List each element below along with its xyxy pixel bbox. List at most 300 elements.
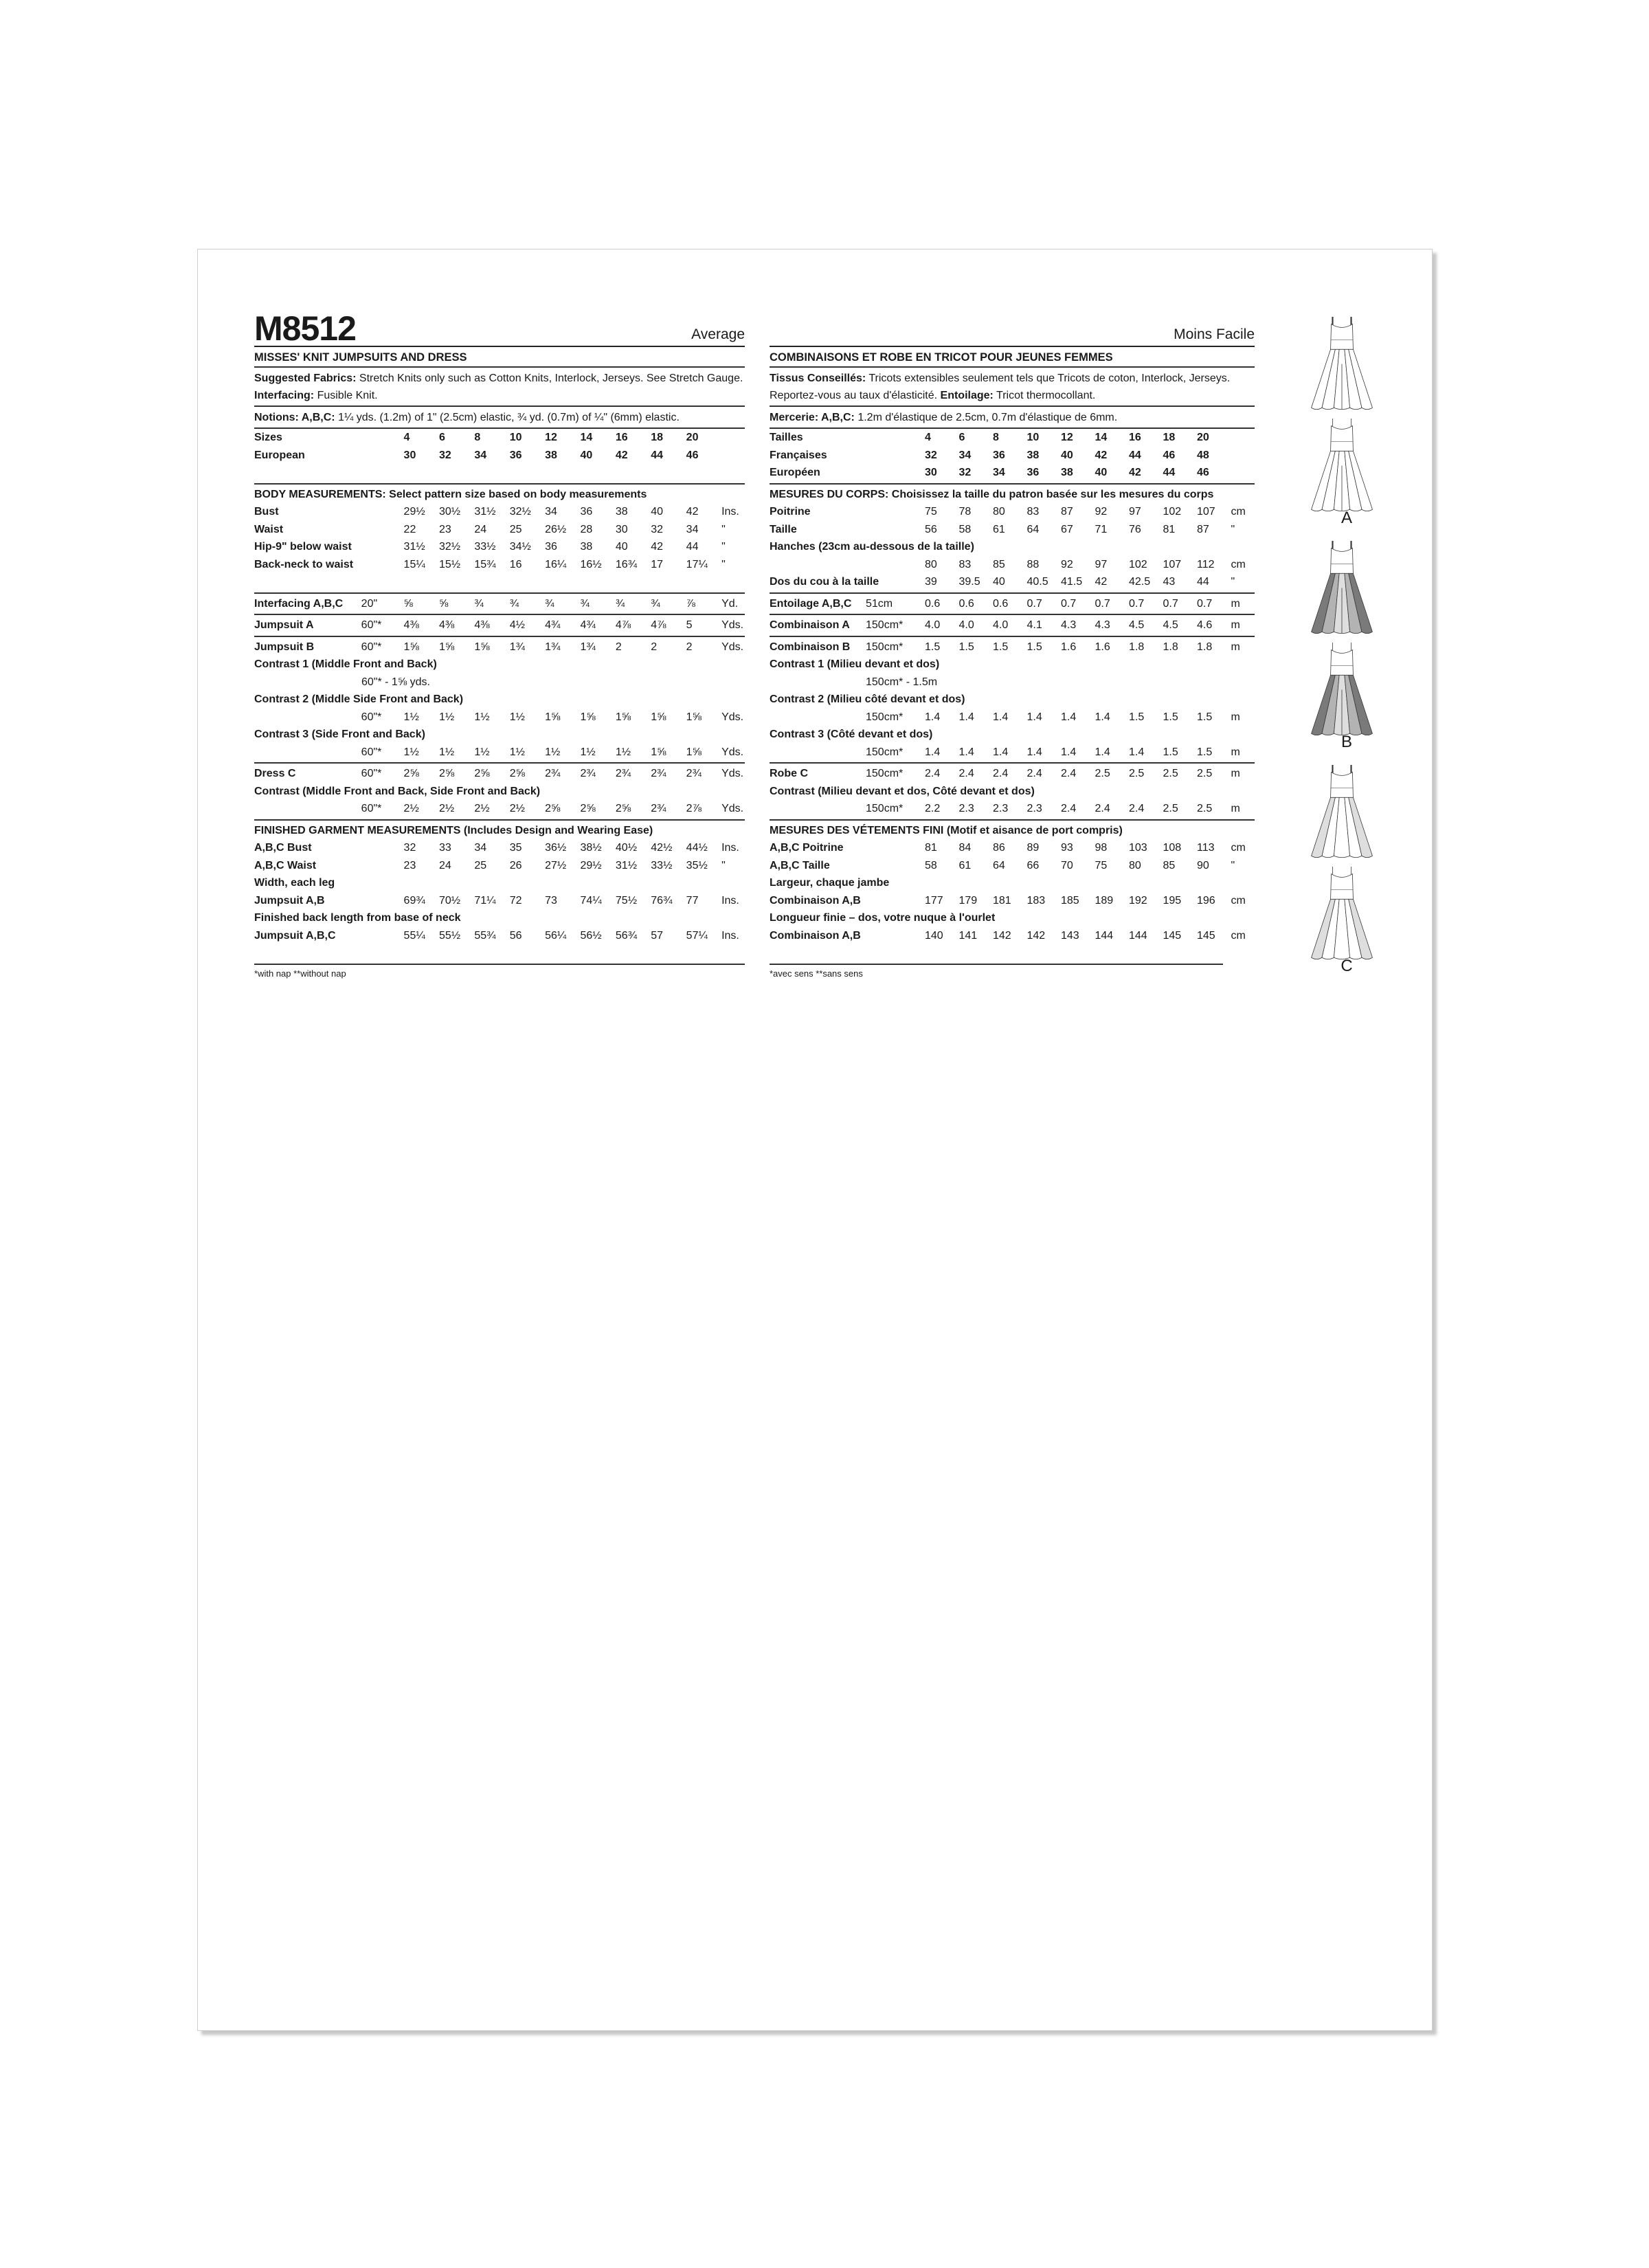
- size-value: 8: [993, 432, 999, 443]
- fabric-width: [361, 538, 404, 556]
- size-value: 46: [686, 449, 699, 461]
- unit: Yds.: [721, 803, 744, 814]
- size-value: 30½: [438, 506, 461, 518]
- row-label: A,B,C Taille: [770, 859, 830, 871]
- fabric-width: [866, 521, 925, 539]
- size-value: 2.4: [1061, 803, 1077, 814]
- size-value: 2: [615, 641, 622, 653]
- row-label: Tailles: [770, 432, 803, 443]
- size-value: 142: [993, 929, 1011, 942]
- size-value: 93: [1061, 842, 1073, 854]
- row-label: [254, 744, 361, 761]
- size-value: 1½: [474, 711, 490, 723]
- divider-rule: [770, 614, 1255, 615]
- heading-label: MESURES DES VÉTEMENTS FINI (Motif et aisance de port compris): [770, 824, 1123, 836]
- view-label: B: [1340, 733, 1352, 751]
- difficulty-level: Average: [691, 326, 745, 342]
- size-value: 27½: [545, 859, 567, 871]
- size-value: 90: [1197, 859, 1209, 871]
- unit: [1231, 447, 1255, 465]
- size-value: 1.4: [1027, 711, 1042, 723]
- note-text: 60"* - 1⅝ yds.: [361, 676, 430, 688]
- size-value: 10: [1027, 432, 1040, 443]
- row-label: [770, 556, 866, 574]
- jumpsuit-a-back-illustration: [1302, 418, 1381, 540]
- size-value: 34: [474, 842, 487, 854]
- size-value: 58: [925, 859, 937, 871]
- row-label: Entoilage A,B,C: [770, 597, 852, 610]
- row-label: Back-neck to waist: [254, 558, 354, 570]
- table-row: [770, 800, 1255, 818]
- size-value: 12: [545, 432, 557, 443]
- size-value: 2⅝: [545, 803, 561, 814]
- size-value: 2.3: [1027, 803, 1042, 814]
- fabric-width: [361, 892, 404, 910]
- size-value: 15½: [438, 558, 461, 570]
- divider-rule: [254, 592, 745, 594]
- size-value: 2¾: [615, 768, 631, 779]
- fabric-width: [361, 857, 404, 875]
- fabric-width: 20": [361, 597, 378, 610]
- size-value: 32: [403, 842, 416, 854]
- section-heading: [254, 874, 745, 892]
- size-value: 0.7: [1163, 597, 1178, 610]
- size-value: 2⅝: [438, 768, 455, 779]
- size-value: 4.0: [925, 619, 941, 631]
- size-value: 31½: [403, 541, 425, 553]
- size-value: 83: [958, 558, 972, 570]
- garment-drawing-icon: [1308, 418, 1376, 514]
- size-value: 36: [580, 506, 593, 518]
- size-value: 34: [474, 449, 487, 461]
- fabric-width: [361, 556, 404, 574]
- size-value: 80: [993, 506, 1005, 518]
- unit: [1231, 464, 1255, 482]
- size-value: 66: [1027, 859, 1040, 871]
- size-value: 33½: [474, 541, 496, 553]
- fabric-width: 60"*: [361, 619, 382, 631]
- size-value: 86: [993, 842, 1005, 854]
- size-value: 40: [651, 506, 664, 518]
- size-value: 1¾: [580, 641, 596, 653]
- size-value: 2.4: [1061, 768, 1077, 779]
- size-value: 102: [1129, 558, 1147, 570]
- size-value: 55¼: [403, 929, 425, 942]
- size-value: 24: [474, 523, 487, 535]
- section-heading: [254, 486, 745, 504]
- spacer: [254, 944, 745, 962]
- size-value: 4.0: [958, 619, 974, 631]
- size-value: 143: [1061, 929, 1079, 942]
- table-row: [770, 839, 1255, 857]
- dress-c-front-illustration: [1302, 764, 1381, 866]
- fabric-width: [866, 556, 925, 574]
- size-value: 185: [1061, 894, 1079, 907]
- size-value: 4.3: [1095, 619, 1110, 631]
- size-value: 196: [1197, 894, 1215, 907]
- row-label: Combinaison A,B: [770, 894, 861, 907]
- fabric-width: [361, 429, 404, 447]
- size-value: 2.2: [925, 803, 941, 814]
- size-value: 16½: [580, 558, 602, 570]
- size-value: 32½: [438, 541, 461, 553]
- size-value: 33½: [651, 859, 673, 871]
- notions-text: 1.2m d'élastique de 2.5cm, 0.7m d'élastique de 6mm.: [854, 412, 1118, 423]
- row-label-spacer: [770, 674, 866, 691]
- size-value: 29½: [580, 859, 602, 871]
- size-value: 1⅝: [615, 711, 631, 723]
- fabric-width: 150cm*: [866, 803, 904, 814]
- heading-label: Contrast (Middle Front and Back, Side Front and Back): [254, 785, 541, 797]
- divider-rule: [254, 819, 745, 821]
- size-value: 36½: [545, 842, 567, 854]
- fabric-width: [361, 503, 404, 521]
- size-value: 2¾: [686, 768, 702, 779]
- size-value: 81: [925, 842, 937, 854]
- size-value: 81: [1163, 523, 1176, 535]
- size-value: 2½: [438, 803, 455, 814]
- table-row: [770, 521, 1255, 539]
- dress-c-back-illustration: [1302, 866, 1381, 988]
- table-row: [254, 616, 745, 634]
- size-value: 61: [993, 523, 1005, 535]
- fabric-width: 150cm*: [866, 768, 904, 779]
- size-value: 1.4: [925, 746, 941, 758]
- fabric-width: [866, 573, 925, 591]
- row-label: Jumpsuit A,B,C: [254, 929, 336, 942]
- size-value: 2.3: [993, 803, 1009, 814]
- unit: Yds.: [721, 641, 744, 653]
- size-value: 18: [1163, 432, 1176, 443]
- size-value: ¾: [615, 597, 625, 610]
- size-value: 4.5: [1129, 619, 1145, 631]
- unit: ": [721, 859, 726, 871]
- size-value: 1½: [615, 746, 631, 758]
- size-value: 92: [1061, 558, 1073, 570]
- size-value: 85: [1163, 859, 1176, 871]
- size-value: 195: [1163, 894, 1182, 907]
- table-row: [770, 638, 1255, 656]
- jumpsuit-a-front-illustration: [1302, 316, 1381, 418]
- fabrics-text: Stretch Knits only such as Cotton Knits, Interlock, Jerseys. See Stretch Gauge.: [356, 373, 743, 384]
- size-value: 4⅜: [474, 619, 490, 631]
- size-value: 1⅝: [686, 746, 702, 758]
- size-value: 30: [925, 467, 937, 478]
- row-label-spacer: [254, 674, 361, 691]
- fabric-width: [361, 521, 404, 539]
- table-row: [254, 638, 745, 656]
- size-value: 23: [438, 523, 451, 535]
- size-value: 42½: [651, 842, 673, 854]
- size-value: 1.5: [1129, 711, 1145, 723]
- unit: ": [721, 558, 726, 570]
- size-value: 181: [993, 894, 1011, 907]
- size-value: 107: [1197, 506, 1215, 518]
- size-value: 87: [1197, 523, 1209, 535]
- row-label: Européen: [770, 467, 820, 478]
- size-value: 40½: [615, 842, 638, 854]
- size-value: 4⅞: [615, 619, 631, 631]
- size-value: 35½: [686, 859, 708, 871]
- table-row: [770, 927, 1255, 945]
- unit: ": [721, 523, 726, 535]
- size-value: 42.5: [1129, 576, 1151, 588]
- table-row: [770, 709, 1255, 726]
- row-label: [770, 744, 866, 761]
- fabric-width: [866, 839, 925, 857]
- size-value: ⅝: [438, 597, 449, 610]
- size-value: 46: [1197, 467, 1209, 478]
- divider-rule: [770, 964, 1223, 965]
- size-value: 0.7: [1061, 597, 1077, 610]
- size-value: 85: [993, 558, 1005, 570]
- row-label: Taille: [770, 523, 797, 535]
- row-label: Dress C: [254, 768, 296, 779]
- jumpsuit-b-front-illustration: [1302, 540, 1381, 642]
- row-label: [770, 709, 866, 726]
- size-value: 1.8: [1163, 641, 1178, 653]
- notions-label: Notions: A,B,C:: [254, 412, 335, 423]
- size-value: ⅞: [686, 597, 696, 610]
- unit: m: [1231, 768, 1240, 779]
- size-value: 0.7: [1197, 597, 1213, 610]
- size-value: 40.5: [1027, 576, 1048, 588]
- size-value: 108: [1163, 842, 1182, 854]
- unit: Yds.: [721, 619, 744, 631]
- fabric-width: 150cm*: [866, 641, 904, 653]
- header: [254, 309, 745, 348]
- size-value: 1.5: [1027, 641, 1042, 653]
- size-value: 0.7: [1129, 597, 1145, 610]
- table-row: [254, 429, 745, 447]
- unit: Ins.: [721, 506, 739, 518]
- size-value: 0.6: [925, 597, 941, 610]
- size-value: 0.6: [993, 597, 1009, 610]
- divider-rule: [254, 636, 745, 637]
- size-value: 17¼: [686, 558, 708, 570]
- size-value: 2.5: [1197, 768, 1213, 779]
- size-value: 40: [615, 541, 628, 553]
- table-row: [770, 429, 1255, 447]
- size-value: ⅝: [403, 597, 413, 610]
- size-value: 34: [958, 449, 972, 461]
- unit: cm: [1231, 506, 1246, 518]
- size-value: 2.5: [1163, 803, 1178, 814]
- size-value: 42: [651, 541, 664, 553]
- section-heading: [770, 486, 1255, 504]
- table-row: [254, 538, 745, 556]
- size-value: 44: [651, 449, 664, 461]
- fabric-width: 60"*: [361, 711, 382, 723]
- spacer: [254, 573, 745, 591]
- size-value: 1.4: [1129, 746, 1145, 758]
- unit: ": [1231, 576, 1235, 588]
- size-value: 1.4: [993, 746, 1009, 758]
- size-value: 80: [925, 558, 937, 570]
- size-value: 1.4: [1095, 746, 1110, 758]
- section-heading: [770, 822, 1255, 840]
- row-label: Combinaison A: [770, 619, 850, 631]
- size-value: 189: [1095, 894, 1114, 907]
- view-label: A: [1340, 509, 1352, 527]
- size-value: 103: [1129, 842, 1147, 854]
- size-value: 183: [1027, 894, 1046, 907]
- fabric-width: 150cm*: [866, 746, 904, 758]
- size-value: 39: [925, 576, 937, 588]
- size-value: 1⅝: [686, 711, 702, 723]
- view-illustrations: [1302, 316, 1381, 988]
- size-value: 42: [615, 449, 628, 461]
- size-value: 78: [958, 506, 972, 518]
- notions-text: 1¼ yds. (1.2m) of 1" (2.5cm) elastic, ¾ yd. (0.7m) of ¼" (6mm) elastic.: [335, 412, 680, 423]
- size-value: 1.4: [993, 711, 1009, 723]
- size-value: 8: [474, 432, 481, 443]
- size-value: 12: [1061, 432, 1073, 443]
- size-value: 1.4: [925, 711, 941, 723]
- unit: cm: [1231, 842, 1246, 854]
- size-value: 76: [1129, 523, 1141, 535]
- heading-label: Hanches (23cm au-dessous de la taille): [770, 541, 974, 553]
- unit: ": [1231, 523, 1235, 535]
- size-value: 145: [1163, 929, 1182, 942]
- size-value: 34½: [509, 541, 531, 553]
- size-value: 145: [1197, 929, 1215, 942]
- size-value: 92: [1095, 506, 1108, 518]
- footnote: *avec sens **sans sens: [770, 968, 863, 979]
- size-value: 2.5: [1095, 768, 1110, 779]
- row-label: Jumpsuit B: [254, 641, 315, 653]
- size-value: 4.3: [1061, 619, 1077, 631]
- size-value: 1½: [509, 746, 525, 758]
- size-value: 1.5: [1163, 746, 1178, 758]
- size-value: 2.5: [1163, 768, 1178, 779]
- fabric-width: 60"*: [361, 803, 382, 814]
- size-value: 1½: [545, 746, 561, 758]
- fabric-width: [866, 447, 925, 465]
- size-value: 1.5: [958, 641, 974, 653]
- unit: m: [1231, 597, 1240, 610]
- heading-label: Contrast (Milieu devant et dos, Côté devant et dos): [770, 785, 1035, 797]
- size-value: 97: [1129, 506, 1141, 518]
- size-value: 71: [1095, 523, 1108, 535]
- heading-label: Width, each leg: [254, 877, 335, 889]
- section-heading: [254, 909, 745, 927]
- unit: Ins.: [721, 929, 739, 942]
- fabrics-label: Suggested Fabrics:: [254, 373, 357, 384]
- unit: Yds.: [721, 711, 744, 723]
- size-value: 2.4: [1129, 803, 1145, 814]
- size-value: 42: [1095, 449, 1108, 461]
- table-row: [254, 709, 745, 726]
- size-value: 40: [1095, 467, 1108, 478]
- garment-drawing-icon: [1308, 866, 1376, 962]
- size-value: 1.5: [993, 641, 1009, 653]
- size-value: 10: [509, 432, 522, 443]
- size-value: 0.7: [1027, 597, 1042, 610]
- size-value: 1⅝: [403, 641, 419, 653]
- size-value: 20: [686, 432, 699, 443]
- size-value: 2½: [474, 803, 490, 814]
- heading-label: Contrast 1 (Middle Front and Back): [254, 658, 437, 670]
- size-value: 32: [958, 467, 972, 478]
- table-row: [254, 765, 745, 783]
- size-value: 2¾: [651, 768, 666, 779]
- unit: m: [1231, 803, 1240, 814]
- section-heading: [254, 691, 745, 709]
- size-value: 76¾: [651, 894, 673, 907]
- size-value: 38: [580, 541, 593, 553]
- size-value: 73: [545, 894, 557, 907]
- heading-label: Contrast 3 (Côté devant et dos): [770, 729, 933, 740]
- note-text: 150cm* - 1.5m: [866, 676, 938, 688]
- row-label: Interfacing A,B,C: [254, 597, 344, 610]
- size-value: 2.5: [1197, 803, 1213, 814]
- unit: Yds.: [721, 746, 744, 758]
- heading-label: Finished back length from base of neck: [254, 912, 461, 924]
- size-value: 2.3: [958, 803, 974, 814]
- size-value: 80: [1129, 859, 1141, 871]
- divider-rule: [254, 964, 745, 965]
- size-value: 18: [651, 432, 664, 443]
- garment-drawing-icon: [1308, 540, 1376, 636]
- size-value: 142: [1027, 929, 1046, 942]
- row-label: Waist: [254, 523, 284, 535]
- size-value: 1.5: [1197, 711, 1213, 723]
- size-value: 25: [474, 859, 487, 871]
- size-value: 25: [509, 523, 522, 535]
- size-value: 29½: [403, 506, 425, 518]
- table-row: [254, 839, 745, 857]
- heading-label: MESURES DU CORPS: Choisissez la taille du patron basée sur les mesures du corps: [770, 488, 1214, 500]
- size-value: 2: [651, 641, 658, 653]
- size-value: 14: [1095, 432, 1108, 443]
- size-value: 2⅝: [474, 768, 490, 779]
- section-heading: [770, 656, 1255, 674]
- size-value: 36: [1027, 467, 1040, 478]
- divider-rule: [770, 592, 1255, 594]
- table-row: [770, 765, 1255, 783]
- size-value: 16: [509, 558, 522, 570]
- size-value: 34: [993, 467, 1005, 478]
- size-value: 4⅜: [403, 619, 419, 631]
- interfacing-text: Fusible Knit.: [314, 390, 378, 401]
- size-value: 39.5: [958, 576, 980, 588]
- size-value: 16¾: [615, 558, 638, 570]
- size-value: 1⅝: [580, 711, 596, 723]
- size-value: 61: [958, 859, 972, 871]
- table-row: [254, 521, 745, 539]
- fabric-width: [361, 927, 404, 945]
- row-label: A,B,C Bust: [254, 842, 312, 854]
- notions-label: Mercerie: A,B,C:: [770, 412, 855, 423]
- size-value: 38: [615, 506, 628, 518]
- view-label: C: [1340, 957, 1353, 975]
- size-value: 1.4: [958, 746, 974, 758]
- size-value: 2: [686, 641, 693, 653]
- size-value: 2.5: [1129, 768, 1145, 779]
- size-value: 16¼: [545, 558, 567, 570]
- size-value: 1.8: [1197, 641, 1213, 653]
- size-value: 1.6: [1095, 641, 1110, 653]
- size-value: 1¾: [545, 641, 561, 653]
- size-value: 1½: [403, 746, 419, 758]
- table-row: [254, 857, 745, 875]
- row-label: Hip-9" below waist: [254, 541, 352, 553]
- size-value: 28: [580, 523, 593, 535]
- spacer: [254, 464, 745, 482]
- size-value: 44: [1129, 449, 1141, 461]
- size-value: 4: [403, 432, 410, 443]
